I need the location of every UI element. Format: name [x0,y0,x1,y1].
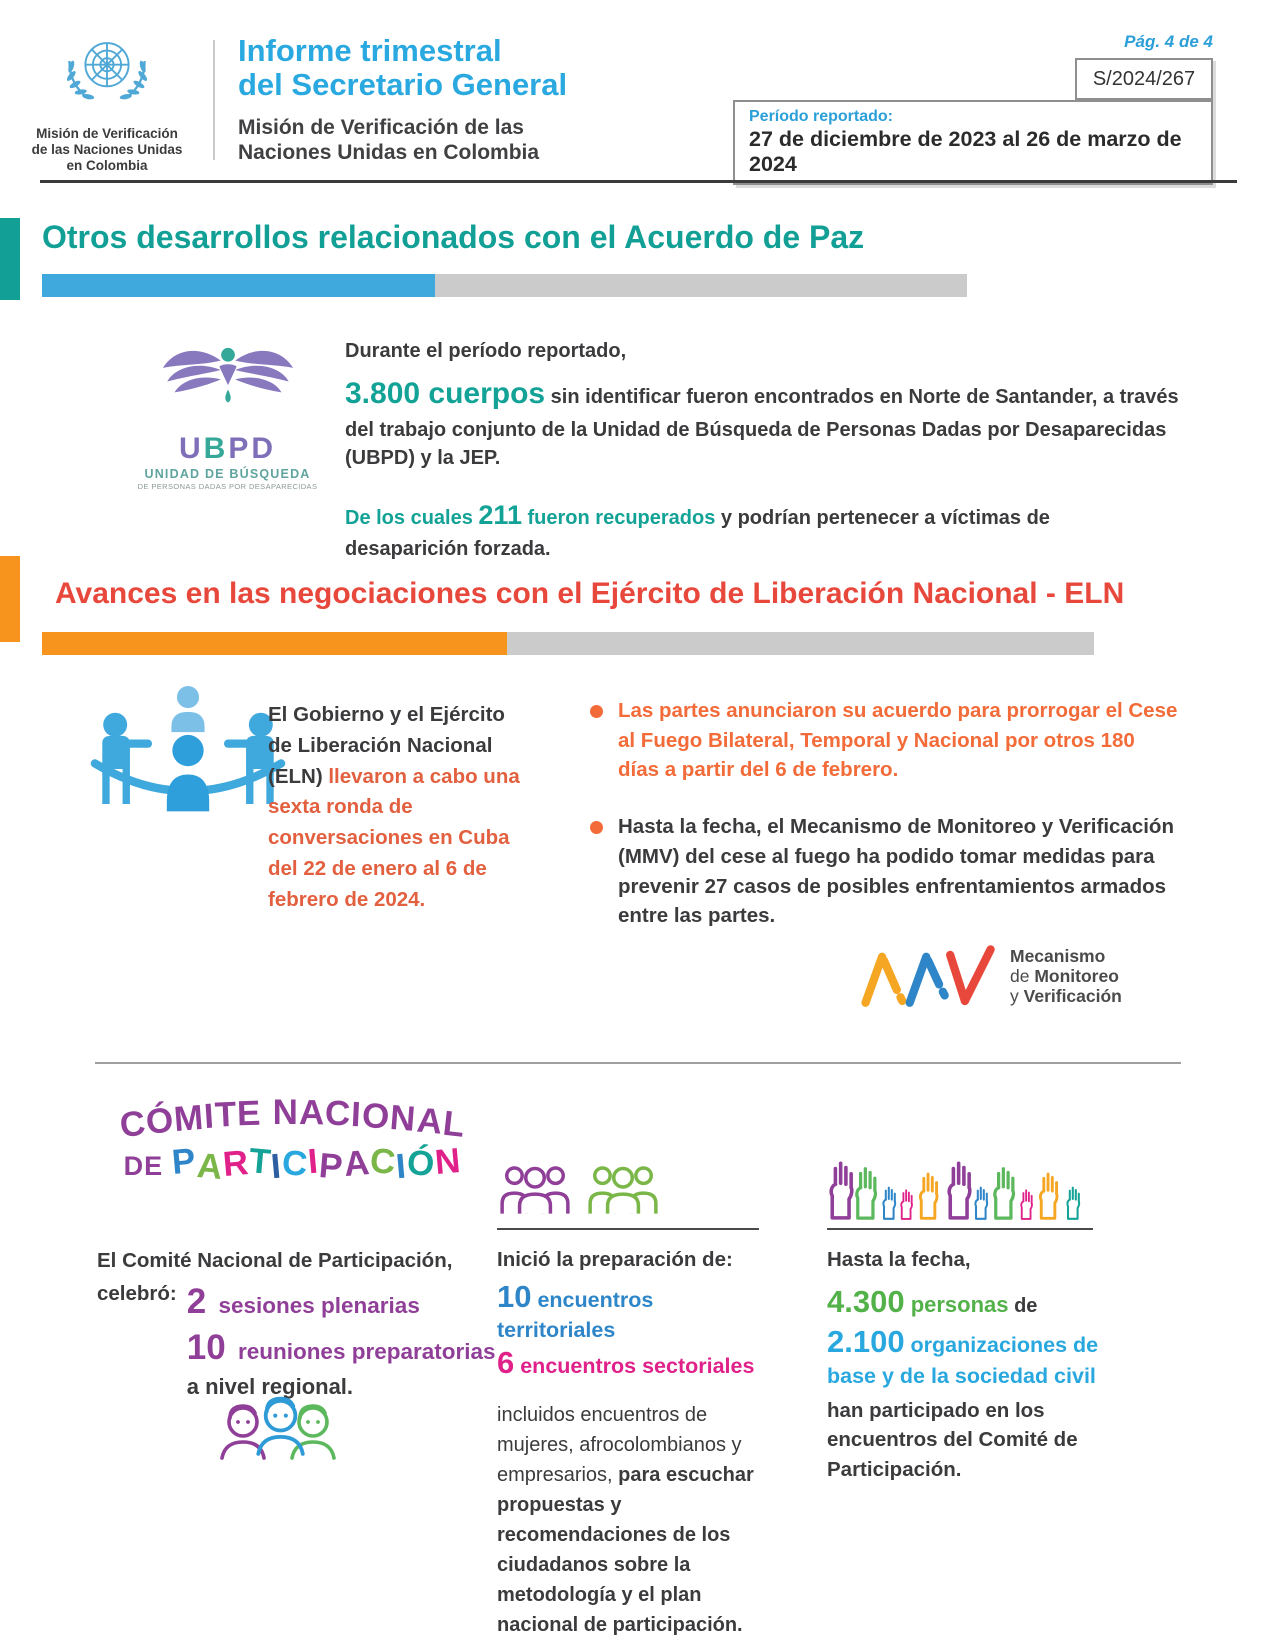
bullet-dot-icon [590,821,603,834]
mission-caption: Misión de Verificación de las Naciones Unidas en Colombia [31,126,183,173]
report-subtitle: Misión de Verificación de las Naciones Unidas en Colombia [238,116,540,164]
col3-divider [827,1228,1093,1230]
ubpd-logo [125,336,330,491]
committee-heading-line1: CÓMITE NACIONAL [117,1092,468,1146]
meeting-table-icon [82,676,294,838]
raised-hands-icon [827,1070,1097,1222]
col1-tail: a nivel regional. [186,1374,354,1400]
document-number: S/2024/267 [1075,58,1213,100]
section-underbar-eln [42,632,1094,655]
committee-col3 [827,1248,1132,1485]
reporting-period-box [733,100,1213,185]
committee-heading-prefix: DE [123,1151,164,1181]
territorial-meetings-stat: 10 encuentros territoriales [497,1279,654,1342]
people-faces-icon [218,1386,358,1486]
ubpd-caption: UNIDAD DE BÚSQUEDA [144,467,311,481]
committee-col1 [97,1246,502,1403]
participants-stat: 4.300 personas de [827,1284,1038,1319]
section-divider [95,1062,1181,1064]
period-label: Período reportado: [749,108,894,125]
preparatory-meetings-stat: 10 reuniones preparatorias [186,1327,496,1367]
committee-heading-word: PARTICIPACIÓN [170,1140,463,1188]
mmv-logo-icon [860,943,998,1011]
section-title-eln: Avances en las negociaciones con el Ejército de Liberación Nacional - ELN [55,577,1125,610]
sectoral-meetings-stat: 6 encuentros sectoriales [497,1344,755,1380]
peace-stat-paragraph: 3.800 cuerpos sin identificar fueron encontrados en Norte de Santander, a través del trabajo conjunto de la Unidad de Búsqueda de Personas Dadas por Desaparecidas (UBPD) y la JEP. [345,377,1179,469]
peace-text-block [345,340,1195,563]
eln-lead-paragraph: El Gobierno y el Ejército de Liberación Nacional (ELN) llevaron a cabo una sexta ronda de conversaciones en Cuba del 22 de enero al 6 de febrero de 2024. [268,703,520,911]
col2-intro: Inició la preparación de: [497,1248,733,1271]
committee-heading-line2 [90,1140,495,1188]
section-title-peace: Otros desarrollos relacionados con el Acuerdo de Paz [42,219,865,255]
col3-tail: han participado en los encuentros del Comité de Participación. [827,1398,1078,1481]
list-item: Hasta la fecha, el Mecanismo de Monitoreo y Verificación (MMV) del cese al fuego ha podido tomar medidas para prevenir 27 casos de posibles enfrentamientos armados entre las partes. [590,812,1178,931]
bodies-count: 3.800 cuerpos [345,377,546,410]
col3-intro: Hasta la fecha, [827,1248,971,1271]
section-accent-teal [0,218,20,300]
section-accent-orange [0,556,20,642]
col2-paragraph: incluidos encuentros de mujeres, afrocolombianos y empresarios, para escuchar propuestas y recomendaciones de los ciudadanos sobre la metodología y el plan nacional de participación. [497,1404,754,1637]
report-title: Informe trimestral del Secretario General [238,33,568,103]
header-rule [40,180,1237,183]
col1-label: celebró: [97,1281,177,1305]
list-item: Las partes anunciaron su acuerdo para prorrogar el Cese al Fuego Bilateral, Temporal y Nacional por otros 180 días a partir del 6 de febrero. [590,696,1178,785]
col2-divider [497,1228,759,1230]
un-emblem-icon [60,28,154,124]
ubpd-logo-icon [137,336,319,430]
header-divider [213,40,215,160]
section-underbar-peace [42,274,967,297]
recovered-count: 211 [478,500,522,531]
eln-bullet-list [590,696,1178,958]
ubpd-subcaption: DE PERSONAS DADAS POR DESAPARECIDAS [137,482,318,491]
organizations-stat: 2.100 organizaciones de base y de la sociedad civil [827,1324,1099,1388]
mmv-logo [860,943,1122,1011]
ubpd-acronym: UBPD [178,432,277,465]
bullet-dot-icon [590,705,603,718]
committee-heading [90,1092,495,1188]
committee-col2 [497,1248,777,1640]
peace-intro: Durante el período reportado, [345,340,627,362]
peace-follow-paragraph: De los cuales 211 fueron recuperados y podrían pertenecer a víctimas de desaparición forzada. [345,500,1050,560]
col1-intro: El Comité Nacional de Participación, [97,1249,453,1272]
period-value: 27 de diciembre de 2023 al 26 de marzo de 2024 [749,127,1182,176]
plenary-sessions-stat: 2 sesiones plenarias [186,1281,420,1321]
people-groups-icon [497,1158,667,1222]
mmv-label: Mecanismo de Monitoreo y Verificación [1010,946,1122,1006]
page-indicator: Pág. 4 de 4 [1124,32,1213,51]
